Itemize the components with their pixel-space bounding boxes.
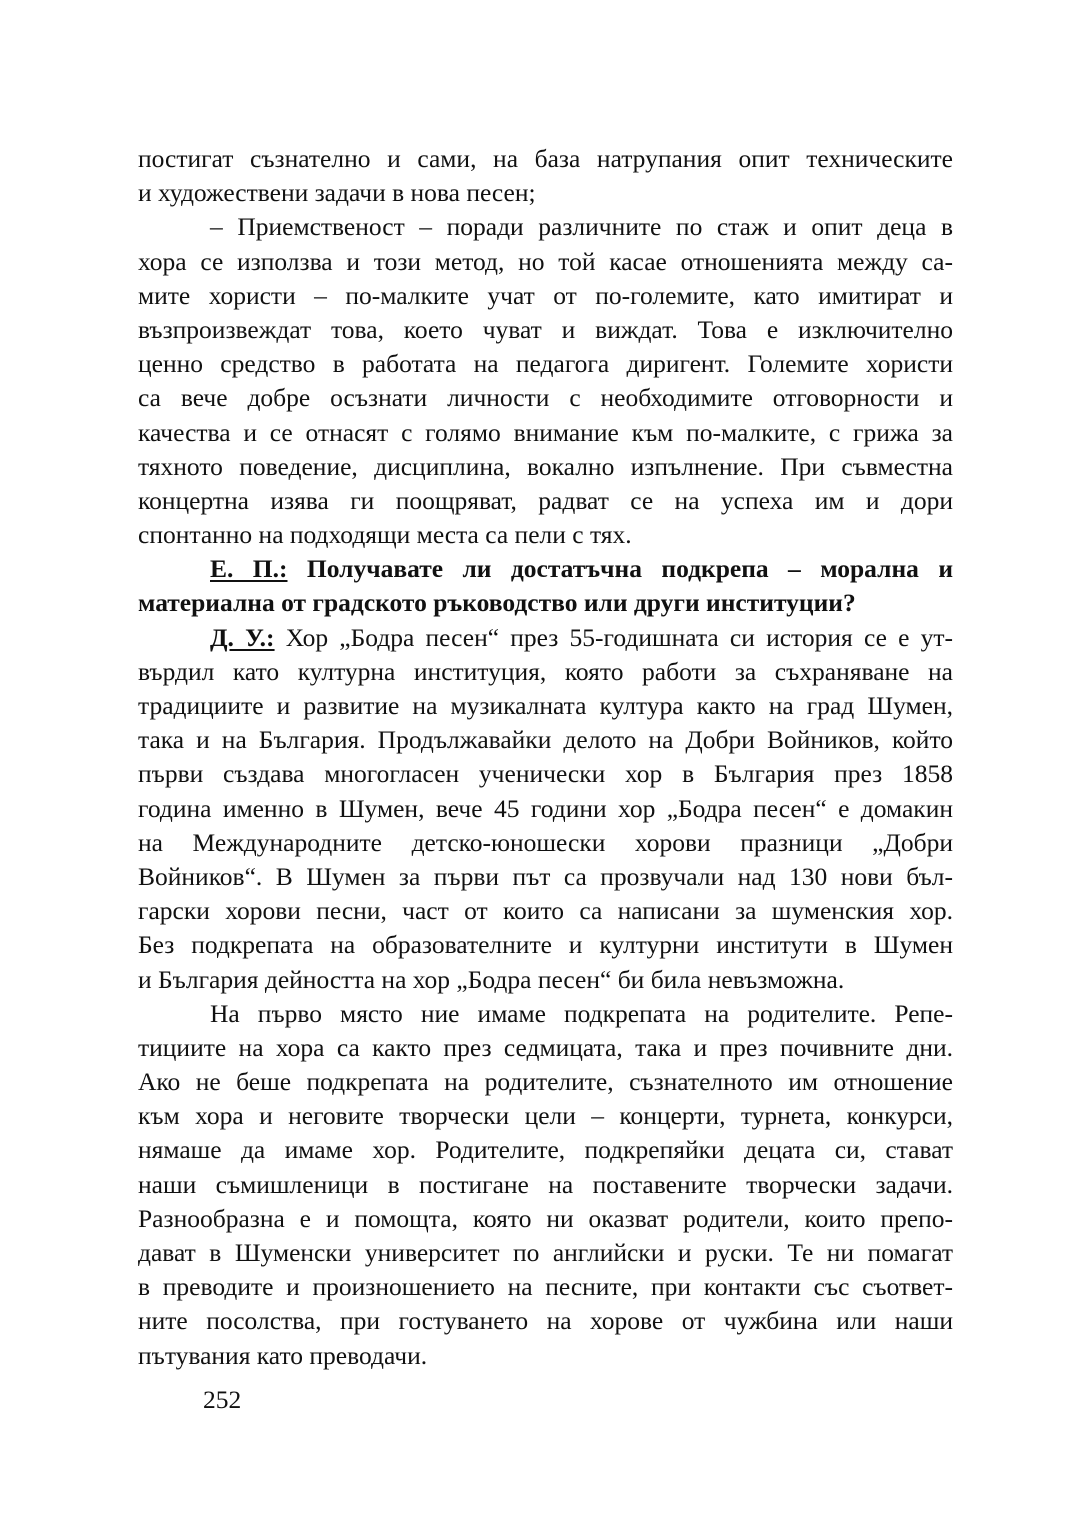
question-line: материална от градското ръководство или други институции?	[138, 588, 856, 618]
page-number: 252	[203, 1385, 242, 1414]
body-text	[138, 142, 953, 1373]
text-line: към хора и неговите творчески цели – концерти, турнета, конкурси,	[138, 1101, 953, 1131]
question-line	[138, 552, 953, 586]
text-line: са вече добре осъзнати личности с необходимите отговорности и	[138, 383, 953, 413]
text-line: така и на България. Продължавайки делото на Добри Войников, който	[138, 725, 953, 755]
text-line: дават в Шуменски университет по английски и руски. Те ни помагат	[138, 1238, 953, 1267]
text-line: спонтанно на подходящи места са пели с тях.	[138, 520, 632, 550]
text-line: На първо място ние имаме подкрепата на родителите. Репе-	[210, 998, 953, 1028]
text-line: Разнообразна е и помощта, която ни оказват родители, които препо-	[138, 1203, 953, 1233]
text-line: ните посолства, при гостуването на хорове от чужбина или наши	[138, 1306, 953, 1336]
answer-text: Хор „Бодра песен“ през 55-годишната си история се е ут-	[285, 622, 953, 652]
text-line: Без подкрепата на образователните и културни институти в Шумен	[138, 930, 953, 960]
text-line: и България дейността на хор „Бодра песен“ би била невъзможна.	[138, 964, 845, 994]
text-line: хора се използва и този метод, но той касае отношенията между са-	[138, 246, 953, 276]
text-line: в преводите и произношението на песните, при контакти със съответ-	[138, 1272, 953, 1302]
text-line: нямаше да имаме хор. Родителите, подкрепяйки децата си, стават	[138, 1135, 953, 1165]
text-line: възпроизвеждат това, което чуват и виждат. Това е изключително	[138, 314, 953, 344]
text-line: първи създава многогласен ученически хор в България през 1858	[138, 759, 953, 789]
text-line: тяхното поведение, дисциплина, вокално изпълнение. При съвместна	[138, 451, 953, 481]
text-line: постигат съзнателно и сами, на база натрупания опит техническите	[138, 144, 953, 173]
text-line: ценно средство в работата на педагога диригент. Големите хористи	[138, 349, 953, 379]
text-line: мите хористи – по-малките учат от по-големите, като имитират и	[138, 280, 953, 310]
text-line: традициите и развитие на музикалната култура както на град Шумен,	[138, 691, 953, 720]
question-speaker: Е. П.:	[210, 554, 288, 584]
answer-line	[138, 621, 953, 655]
text-line: на Международните детско-юношески хорови празници „Добри	[138, 827, 953, 857]
answer-speaker: Д. У.:	[210, 622, 275, 652]
text-line: пътувания като преводачи.	[138, 1340, 428, 1370]
text-line: година именно в Шумен, вече 45 години хор „Бодра песен“ е домакин	[138, 793, 953, 823]
question-text: Получавате ли достатъчна подкрепа – морална и	[306, 554, 953, 584]
text-line: наши съмишленици в постигане на поставените творчески задачи.	[138, 1169, 953, 1199]
text-line: тициите на хора са както през седмицата, така и през почивните дни.	[138, 1032, 953, 1062]
text-line: и художествени задачи в нова песен;	[138, 178, 536, 208]
text-line: върдил като културна институция, която работи за съхраняване на	[138, 656, 953, 686]
text-line: гарски хорови песни, част от които са написани за шуменския хор.	[138, 896, 953, 926]
text-line: концертна изява ги поощряват, радват се на успеха им и дори	[138, 485, 953, 515]
text-line: – Приемственост – поради различните по стаж и опит деца в	[210, 212, 953, 242]
text-line: качества и се отнасят с голямо внимание към по-малките, с грижа за	[138, 417, 953, 447]
text-line: Войников“. В Шумен за първи път са прозвучали над 130 нови бъл-	[138, 861, 953, 891]
text-line: Ако не беше подкрепата на родителите, съзнателното им отношение	[138, 1067, 953, 1097]
